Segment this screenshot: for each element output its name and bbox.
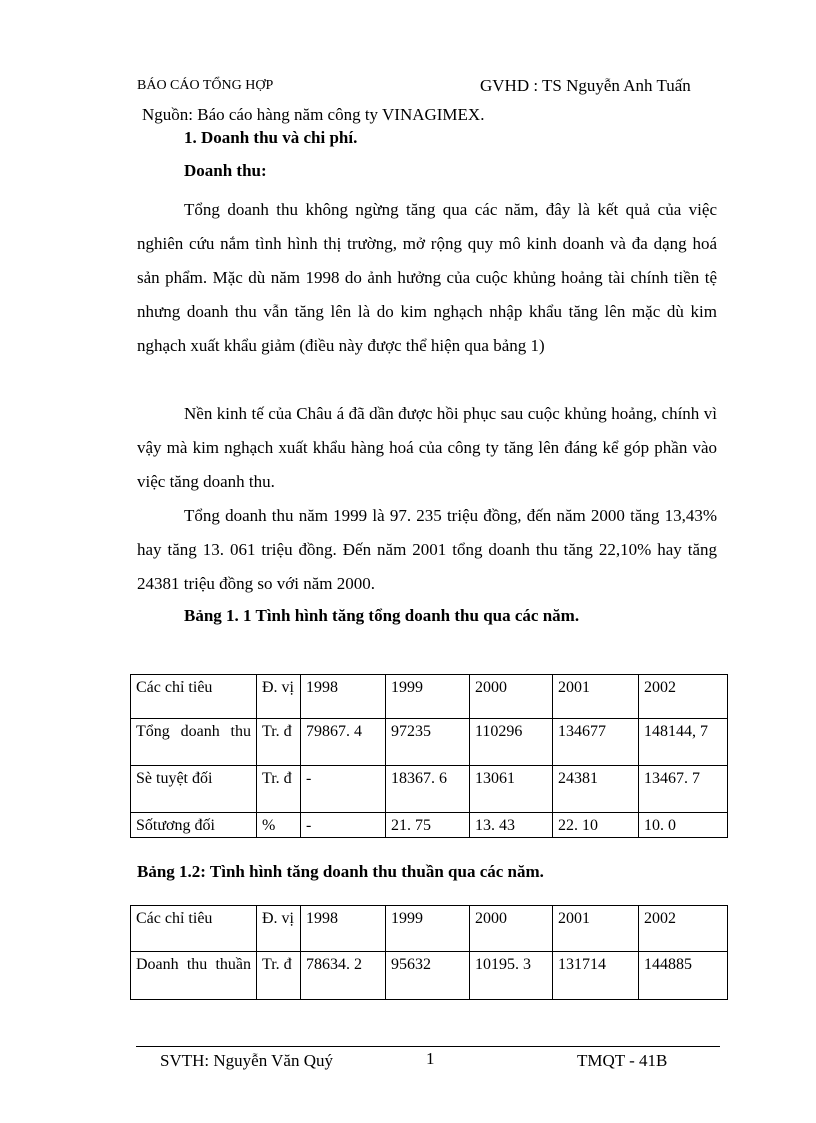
table-cell: Tổng doanh thu [131, 719, 257, 766]
table-cell: 78634. 2 [301, 952, 386, 1000]
table-header-cell: 2001 [553, 675, 639, 719]
section-title: 1. Doanh thu và chi phí. [184, 128, 358, 147]
table-cell: 97235 [386, 719, 470, 766]
table-header-cell: Đ. vị [257, 906, 301, 952]
footer-class: TMQT - 41B [577, 1051, 668, 1070]
header-supervisor: GVHD : TS Nguyễn Anh Tuấn [480, 76, 691, 95]
table-cell: Tr. đ [257, 766, 301, 813]
source-note: Nguồn: Báo cáo hàng năm công ty VINAGIMEX. [142, 105, 485, 124]
table-cell: 24381 [553, 766, 639, 813]
table-cell: 131714 [553, 952, 639, 1000]
paragraph-2: Nền kinh tế của Châu á đã dần được hồi phục sau cuộc khủng hoảng, chính vì vậy mà kim nghạch xuất khẩu hàng hoá của công ty tăng lên đáng kể góp phần vào việc tăng doanh thu. [137, 404, 717, 491]
table-header-cell: 1999 [386, 906, 470, 952]
table-header-cell: 2001 [553, 906, 639, 952]
table-cell: Doanh thu thuần [131, 952, 257, 1000]
table-cell: Tr. đ [257, 952, 301, 1000]
table-cell: 13061 [470, 766, 553, 813]
table-cell: Sè tuyệt đối [131, 766, 257, 813]
table-header-cell: 1998 [301, 675, 386, 719]
table-cell: Tr. đ [257, 719, 301, 766]
subsection-title: Doanh thu: [184, 161, 267, 180]
table-cell: Sốtương đối [131, 813, 257, 838]
table-cell: 21. 75 [386, 813, 470, 838]
table-cell: 13. 43 [470, 813, 553, 838]
page-number: 1 [426, 1049, 435, 1068]
table-cell: 13467. 7 [639, 766, 728, 813]
table-cell: 134677 [553, 719, 639, 766]
table-header-cell: 1998 [301, 906, 386, 952]
net-revenue-table [130, 905, 728, 1000]
table-cell: 10195. 3 [470, 952, 553, 1000]
table2-caption: Bảng 1.2: Tình hình tăng doanh thu thuần qua các năm. [137, 862, 544, 881]
table-cell: - [301, 813, 386, 838]
table-cell: % [257, 813, 301, 838]
table-row [131, 952, 728, 1000]
table-row [131, 719, 728, 766]
table-cell: - [301, 766, 386, 813]
table-cell: 148144, 7 [639, 719, 728, 766]
paragraph-1: Tổng doanh thu không ngừng tăng qua các năm, đây là kết quả của việc nghiên cứu nắm tình hình thị trường, mở rộng quy mô kinh doanh và đa dạng hoá sản phẩm. Mặc dù năm 1998 do ảnh hưởng của cuộc khủng hoảng tài chính tiền tệ nhưng doanh thu vẫn tăng lên là do kim nghạch nhập khẩu tăng lên mặc dù kim nghạch xuất khẩu giảm (điều này được thể hiện qua bảng 1) [137, 200, 717, 355]
table-header-row [131, 906, 728, 952]
table-cell: 110296 [470, 719, 553, 766]
footer-divider [136, 1046, 720, 1047]
table-row [131, 766, 728, 813]
table-header-cell: Đ. vị [257, 675, 301, 719]
table-cell: 10. 0 [639, 813, 728, 838]
table-header-cell: Các chỉ tiêu [131, 906, 257, 952]
table-cell: 144885 [639, 952, 728, 1000]
table-header-cell: 1999 [386, 675, 470, 719]
table-cell: 95632 [386, 952, 470, 1000]
paragraph-3: Tổng doanh thu năm 1999 là 97. 235 triệu đồng, đến năm 2000 tăng 13,43% hay tăng 13. 061 triệu đồng. Đến năm 2001 tổng doanh thu tăng 22,10% hay tăng 24381 triệu đồng so với năm 2000. [137, 506, 717, 593]
table-header-cell: 2002 [639, 675, 728, 719]
table1-caption: Bảng 1. 1 Tình hình tăng tổng doanh thu qua các năm. [184, 606, 580, 625]
table-cell: 79867. 4 [301, 719, 386, 766]
table-header-cell: Các chỉ tiêu [131, 675, 257, 719]
table-header-cell: 2000 [470, 906, 553, 952]
footer-student: SVTH: Nguyễn Văn Quý [160, 1051, 333, 1070]
table-cell: 18367. 6 [386, 766, 470, 813]
table-header-cell: 2002 [639, 906, 728, 952]
table-cell: 22. 10 [553, 813, 639, 838]
header-report-title: BÁO CÁO TỔNG HỢP [137, 78, 274, 93]
table-header-cell: 2000 [470, 675, 553, 719]
revenue-table [130, 674, 728, 838]
table-header-row [131, 675, 728, 719]
table-row [131, 813, 728, 838]
